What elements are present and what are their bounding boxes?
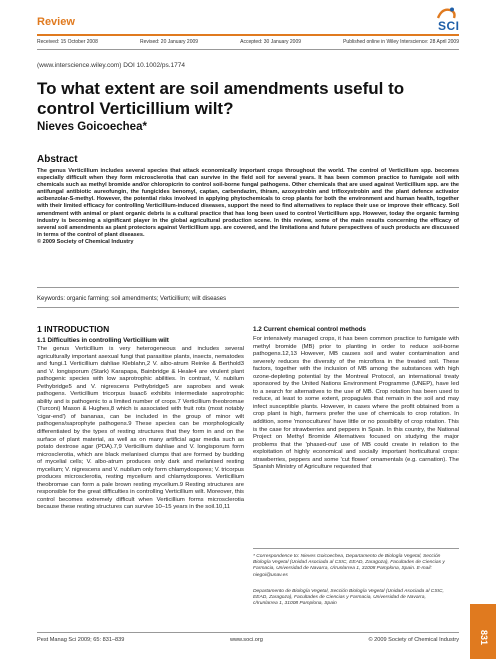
subsection-heading-1-1: 1.1 Difficulties in controlling Verticillium wilt — [37, 337, 169, 344]
header-rule — [37, 34, 459, 36]
footer-copyright: © 2009 Society of Chemical Industry — [368, 637, 459, 643]
keywords-line: Keywords: organic farming; soil amendments; Verticillium; wilt diseases — [37, 296, 227, 302]
subsection-heading-1-2: 1.2 Current chemical control methods — [253, 326, 367, 333]
received-date: Received: 15 October 2008 — [37, 39, 98, 45]
journal-citation: Pest Manag Sci 2009; 65: 831–839 — [37, 637, 125, 643]
footer-url[interactable]: www.soci.org — [229, 637, 263, 643]
keywords-bottom-rule — [37, 307, 459, 308]
abstract-body — [37, 168, 459, 246]
page-number-tab — [470, 604, 496, 659]
page-footer — [37, 637, 459, 643]
section-heading-introduction: 1 INTRODUCTION — [37, 324, 110, 334]
author-name: Nieves Goicoechea* — [37, 121, 147, 133]
abstract-text: The genus Verticillium includes several species that attack economically important crops throughout the world. The control of Verticillium spp. becomes especially difficult when they form microsclerotia that can survive in the field soil for several years. It has been common practice to fumigate soil with chemicals such as methyl bromide and/or chloropicrin to control soil-borne fungal pathogens. Other chemicals that are used against Verticillium spp. are the antifungal antibiotic aureofungin, the fungicides benomyl, captan, carbendazim, thiram, azoxystrobin and trifloxystrobin and the plant defence activator acibenzolar-S-methyl. However, the potential risks involved in applying phytochemicals to crop plants for both the environment and human health, together with their limited efficacy for controlling Verticillium-induced diseases, support the need to find alternatives to replace their use or improve their efficacy. Soil amendment with animal or plant organic debris is a cultural practice that has long been used to control Verticillium spp. However, today the organic farming industry is becoming a significant player in the global agricultural production scene. In this review, some of the main results concerning the efficacy of several soil amendments as plant protectors against Verticillium spp. are covered, and the limitations and future perspectives of such products are discussed in terms of the control of plant diseases. — [37, 168, 459, 238]
dates-rule — [37, 49, 459, 50]
accepted-date: Accepted: 30 January 2009 — [240, 39, 302, 45]
article-dates — [37, 39, 459, 45]
doi-line[interactable]: (www.interscience.wiley.com) DOI 10.1002/ps.1774 — [37, 62, 185, 69]
affiliation-footnote: Departamento de Biología Vegetal, Sección Biología Vegetal (Unidad Asociada al CSIC, EEAD, Zaragoza), Facultades de Ciencias y Farmacia, Universidad de Navarra, c/Irunlarrea 1, 31008 Pamplona, Spain — [253, 589, 444, 607]
sci-logo-mark-icon — [436, 6, 458, 20]
page-number: 831 — [479, 630, 489, 646]
footnote-rule — [253, 548, 459, 549]
keywords-top-rule — [37, 287, 459, 288]
sci-logo-text: SCI — [438, 19, 460, 33]
article-title: To what extent are soil amendments useful to control Verticillium wilt? — [37, 79, 405, 118]
footer-rule — [37, 632, 459, 633]
right-column-text: For intensively managed crops, it has been common practice to fumigate with methyl bromide (MB) prior to planting in order to reduce soil-borne pathogens.12,13 However, MB causes soil and water contamination and severely reduces the diversity of the microflora in the treated soil. These factors, together with the inclusion of MB among the substances with high ozone-depleting potential by the Montreal Protocol, an international treaty sponsored by the United Nations Environment Programme (UNEP), have led to a search for alternatives to the use of MB. Crop rotation has been used to reduce, at least to some extent, propagules that remain in the soil and may infect susceptible plants. However, in cases where the profit obtained from a crop plant is high, farmers prefer the use of chemicals to crop rotation. In addition, some 'monocultures' have little or no possibility of crop rotation. This is the case for strawberries and peppers in Spain. In this country, the National Project on Methyl Bromide Alternatives focused on studying the major problems that the 'phased-out' use of MB could create in relation to the exploitation of highly economical and socially important horticultural crops: strawberries, peppers and some 'cut flower' ornamentals (e.g. carnation). The Spanish Ministry of Agriculture requested that — [253, 336, 459, 471]
section-label: Review — [37, 16, 75, 28]
revised-date: Revised: 20 January 2009 — [139, 39, 199, 45]
correspondence-footnote: * Correspondence to: Nieves Goicoechea, Departamento de Biología Vegetal, Sección Biología Vegetal (Unidad Asociada al CSIC, EEAD, Zaragoza), Facultades de Ciencias y Farmacia, Universidad de Navarra, c/Irunlarrea 1, 31008 Pamplona, Spain. E-mail: niegoi@unav.es — [253, 554, 445, 578]
abstract-copyright: © 2009 Society of Chemical Industry — [37, 238, 134, 245]
left-column-text: The genus Verticillium is very heterogeneous and includes several agriculturally important asexual fungi that parasitise plants, insects, nematodes and fungi.1 Verticillium dahliae Kleblahn,2 V. albo-atrum Reinke & Berthold3 and V. longisporum (Stark) Karapapa, Bainbridge & Heale4 are virulent plant pathogenic species with low saprotrophic abilities. In contrast, V. nubilum Pethybridge5 and V. nigrescens Pethybridge5 are saprobes and weak pathogens. Verticillium tricorpus Isaac6 exhibits intermediate saprotrophic ability and is pathogenic to a limited number of crops.7 Verticillium theobromae (Turconi) Mason & Hughes,8 which is associated with fruit rots (most notably 'cigar-end') of bananas, can be included in the group of minor wilt pathogens/saprophyte pathogens.9 These species can be morphologically differentiated by the types of resting structures that they form in and on the surface of plant material, as well as on many artificial agar media such as potato dextrose agar (PDA).7,9 Verticillium dahliae and V. longisporum form microsclerotia, which are black melanised clumps that are formed by budding of mycelial cells; V. albo-atrum produces only dark and melanised resting mycelium; V. nigrescens and V. nubilum only form chlamydospores; V. tricorpus produces microsclerotia, resting mycelium and chlamydospores. Verticillium theobromae can form a pale brown resting mycelium.9 Resting structures are responsible for the great difficulties in controlling Verticillium wilt. Moreover, this control becomes extremely difficult when Verticillium forms microsclerotia because these resting structures can survive 10–15 years in the soil.10,11 — [37, 346, 244, 511]
sci-logo — [428, 6, 472, 34]
abstract-heading: Abstract — [37, 154, 78, 165]
published-date: Published online in Wiley Interscience: 28 April 2009 — [343, 39, 459, 45]
